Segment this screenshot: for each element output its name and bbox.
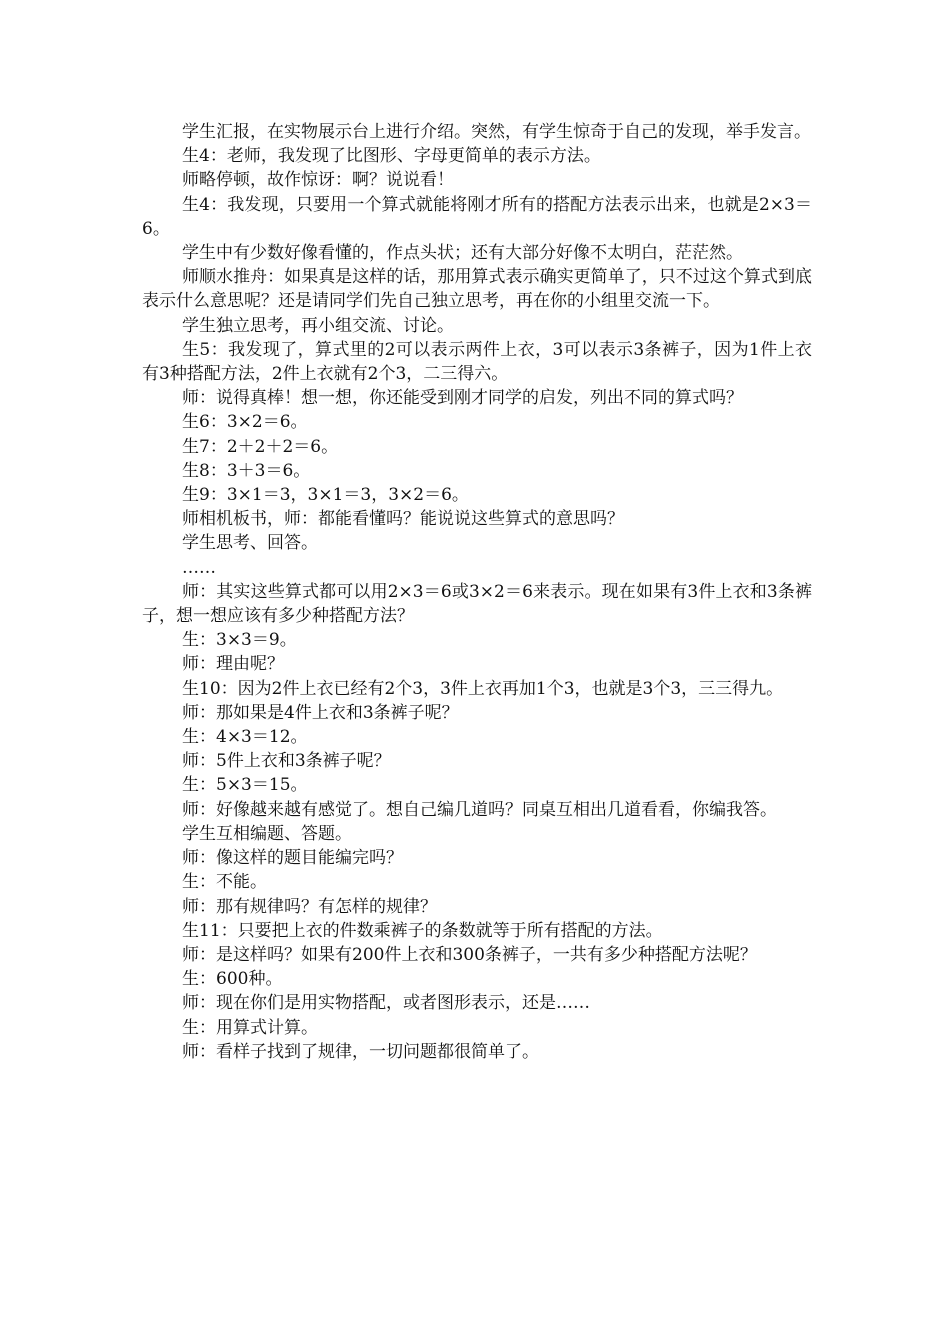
paragraph: 师略停顿，故作惊讶：啊？说说看！ (182, 170, 454, 191)
paragraph: 师：那如果是4件上衣和3条裤子呢？ (182, 702, 459, 723)
paragraph: 师：看样子找到了规律，一切问题都很简单了。 (182, 1041, 539, 1062)
paragraph: 师：其实这些算式都可以用2×3＝6或3×2＝6来表示。现在如果有3件上衣和3条裤子，想一想应该有多少种搭配方法？ (142, 581, 812, 627)
paragraph: 师：理由呢？ (182, 654, 284, 675)
paragraph: 学生互相编题、答题。 (182, 823, 352, 844)
paragraph: 师：5件上衣和3条裤子呢？ (182, 751, 391, 772)
paragraph: 生：用算式计算。 (182, 1017, 318, 1038)
paragraph: 生：不能。 (182, 872, 267, 893)
paragraph: 师：像这样的题目能编完吗？ (182, 848, 403, 869)
paragraph: 生11：只要把上衣的件数乘裤子的条数就等于所有搭配的方法。 (182, 920, 663, 941)
paragraph: 学生汇报，在实物展示台上进行介绍。突然，有学生惊奇于自己的发现，举手发言。 (182, 122, 811, 142)
paragraph: 师：那有规律吗？有怎样的规律？ (182, 896, 437, 917)
paragraph: 学生独立思考，再小组交流、讨论。 (182, 315, 454, 336)
paragraph: 师相机板书，师：都能看懂吗？能说说这些算式的意思吗？ (182, 509, 624, 530)
paragraph: 师：现在你们是用实物搭配，或者图形表示，还是…… (182, 993, 590, 1014)
paragraph: 师顺水推舟：如果真是这样的话，那用算式表示确实更简单了，只不过这个算式到底表示什么意思呢？还是请同学们先自己独立思考，再在你的小组里交流一下。 (142, 267, 812, 312)
paragraph: 生：3×3＝9。 (182, 630, 297, 651)
paragraph: 生6：3×2＝6。 (182, 412, 308, 433)
ellipsis-paragraph: …… (182, 557, 216, 578)
paragraph: 学生中有少数好像看懂的，作点头状；还有大部分好像不太明白，茫茫然。 (182, 243, 743, 264)
paragraph: 生4：老师，我发现了比图形、字母更简单的表示方法。 (182, 146, 601, 167)
paragraph: 师：是这样吗？如果有200件上衣和300条裤子，一共有多少种搭配方法呢？ (182, 944, 757, 965)
paragraph: 生7：2＋2＋2＝6。 (182, 436, 339, 457)
document-body (142, 120, 812, 1064)
paragraph: 生：4×3＝12。 (182, 727, 308, 748)
paragraph: 生8：3＋3＝6。 (182, 460, 311, 481)
paragraph: 师：好像越来越有感觉了。想自己编几道吗？同桌互相出几道看看，你编我答。 (182, 799, 777, 820)
paragraph: 生：5×3＝15。 (182, 775, 308, 796)
paragraph: 生9：3×1＝3，3×1＝3，3×2＝6。 (182, 485, 469, 506)
paragraph: 学生思考、回答。 (182, 533, 318, 554)
paragraph: 生5：我发现了，算式里的2可以表示两件上衣，3可以表示3条裤子，因为1件上衣有3种搭配方法，2件上衣就有2个3，二三得六。 (142, 339, 812, 385)
paragraph: 生：600种。 (182, 969, 283, 990)
paragraph: 生4：我发现，只要用一个算式就能将刚才所有的搭配方法表示出来，也就是2×3＝6。 (142, 194, 812, 239)
paragraph: 师：说得真棒！想一想，你还能受到刚才同学的启发，列出不同的算式吗？ (182, 388, 743, 409)
paragraph: 生10：因为2件上衣已经有2个3，3件上衣再加1个3，也就是3个3，三三得九。 (182, 678, 784, 699)
